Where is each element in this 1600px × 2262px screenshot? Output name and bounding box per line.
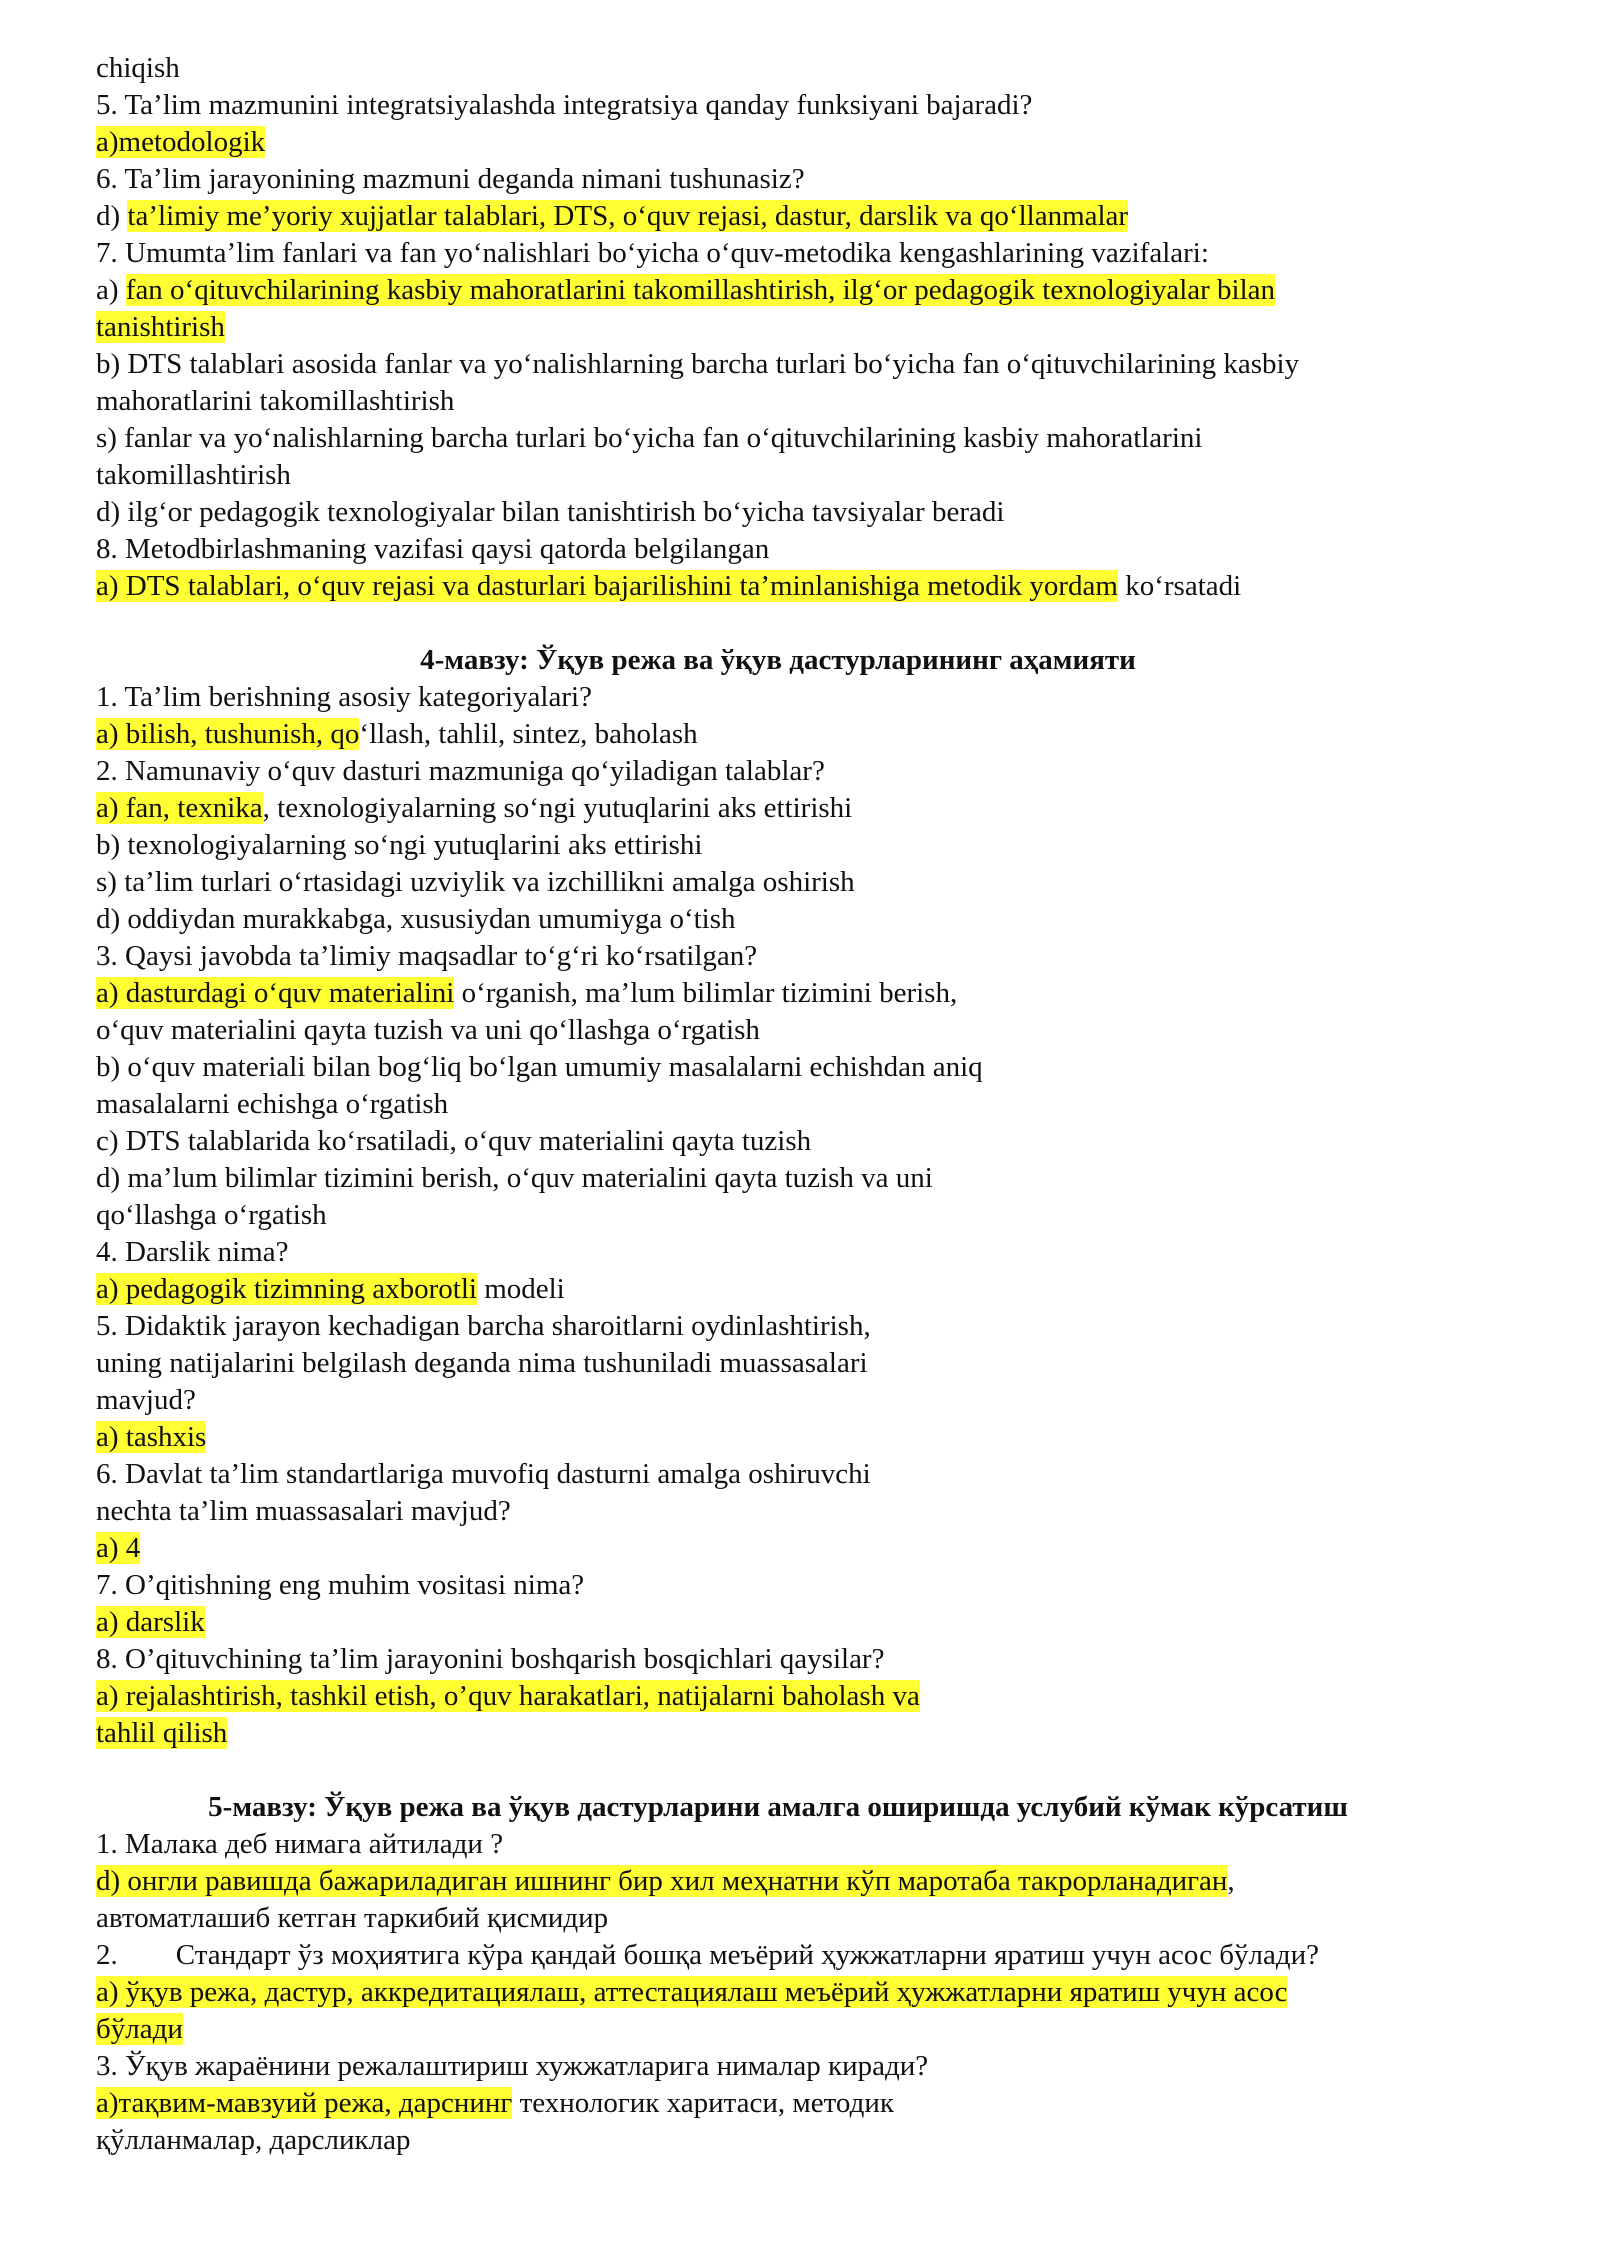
text-line [96,198,1460,235]
text-run: qo‘llashga o‘rgatish [96,1199,327,1231]
text-line [96,568,1460,605]
text-run: s) fanlar va yo‘nalishlarning barcha turlari bo‘yicha fan o‘qituvchilarining kasbiy mahoratlarini [96,422,1203,454]
highlighted-answer-text: a)metodologik [96,126,266,158]
text-run: b) texnologiyalarning so‘ngi yutuqlarini aks ettirishi [96,829,703,861]
text-run: mahoratlarini takomillashtirish [96,385,455,417]
text-run: s) ta’lim turlari o‘rtasidagi uzviylik va izchillikni amalga oshirish [96,866,855,898]
highlighted-answer-text: бўлади [96,2013,183,2045]
text-run: 3. Qaysi javobda ta’limiy maqsadlar to‘g‘ri ko‘rsatilgan? [96,940,758,972]
text-line [96,753,1460,790]
highlighted-answer-text: a) darslik [96,1606,205,1638]
text-run: masalalarni echishga o‘rgatish [96,1088,449,1120]
text-line [96,1715,1460,1752]
highlighted-answer-text: a) DTS talablari, o‘quv rejasi va dasturlari bajarilishini ta’minlanishiga metodik yordam [96,570,1118,602]
text-line [96,1567,1460,1604]
text-line [96,383,1460,420]
text-run: 8. O’qituvchining ta’lim jarayonini boshqarish bosqichlari qaysilar? [96,1643,885,1675]
text-line [96,716,1460,753]
text-run: o‘rganish, ma’lum bilimlar tizimini berish, [454,977,958,1009]
text-run: 8. Metodbirlashmaning vazifasi qaysi qatorda belgilangan [96,533,770,565]
section-heading [96,642,1460,679]
text-run: b) o‘quv materiali bilan bog‘liq bo‘lgan umumiy masalalarni echishdan aniq [96,1051,983,1083]
text-line [96,1826,1460,1863]
highlighted-answer-text: ta’limiy me’yoriy xujjatlar talablari, DTS, o‘quv rejasi, dastur, darslik va qo‘llanmalar [127,200,1129,232]
text-run: d) ilg‘or pedagogik texnologiyalar bilan tanishtirish bo‘yicha tavsiyalar beradi [96,496,1005,528]
text-line [96,457,1460,494]
text-line [96,309,1460,346]
paragraph-gap [96,605,1460,642]
section-heading [96,1789,1460,1826]
highlighted-answer-text: a) fan, texnika [96,792,263,824]
text-run: a) [96,274,126,306]
text-run: , [1227,1865,1235,1897]
text-line [96,1049,1460,1086]
text-run: технологик харитаси, методик [512,2087,894,2119]
text-line [96,1493,1460,1530]
text-line [96,679,1460,716]
text-line [96,975,1460,1012]
text-line [96,1086,1460,1123]
highlighted-answer-text: а)тақвим-мавзуий режа, дарснинг [96,2087,513,2119]
text-line [96,161,1460,198]
text-run: 3. Ўқув жараёнини режалаштириш хужжатларига нималар киради? [96,2050,929,2082]
text-line [96,827,1460,864]
text-line [96,1641,1460,1678]
highlighted-answer-text: a) dasturdagi o‘quv materialini [96,977,455,1009]
text-run: ko‘rsatadi [1117,570,1242,602]
text-line [96,1345,1460,1382]
text-run: o‘quv materialini qayta tuzish va uni qo‘llashga o‘rgatish [96,1014,760,1046]
text-line [96,346,1460,383]
text-run: uning natijalarini belgilash deganda nima tushuniladi muassasalari [96,1347,868,1379]
text-run: 7. Umumta’lim fanlari va fan yo‘nalishlari bo‘yicha o‘quv-metodika kengashlarining vazifalari: [96,237,1209,269]
text-line [96,272,1460,309]
text-run: takomillashtirish [96,459,291,491]
text-line [96,2085,1460,2122]
text-line [96,1863,1460,1900]
highlighted-answer-text: d) онгли равишда бажариладиган ишнинг бир хил меҳнатни кўп маротаба такрорланадиган [96,1865,1228,1897]
text-line [96,235,1460,272]
text-run: 5. Ta’lim mazmunini integratsiyalashda integratsiya qanday funksiyani bajaradi? [96,89,1033,121]
text-line [96,2011,1460,2048]
highlighted-answer-text: tahlil qilish [96,1717,228,1749]
text-run: 6. Ta’lim jarayonining mazmuni deganda nimani tushunasiz? [96,163,805,195]
text-run: 1. Ta’lim berishning asosiy kategoriyalari? [96,681,592,713]
text-run: 5. Didaktik jarayon kechadigan barcha sharoitlarni oydinlashtirish, [96,1310,871,1342]
text-line [96,87,1460,124]
highlighted-answer-text: а) ўқув режа, дастур, аккредитациялаш, аттестациялаш меъёрий ҳужжатларни яратиш учун асос [96,1976,1288,2008]
text-line [96,494,1460,531]
text-run: b) DTS talablari asosida fanlar va yo‘nalishlarning barcha turlari bo‘yicha fan o‘qituvchilarining kasbiy [96,348,1300,380]
text-line [96,938,1460,975]
text-line [96,420,1460,457]
text-line [96,1678,1460,1715]
text-line [96,1160,1460,1197]
text-line [96,864,1460,901]
text-line [96,1974,1460,2011]
highlighted-answer-text: fan o‘qituvchilarining kasbiy mahoratlarini takomillashtirish, ilg‘or pedagogik texnologiyalar bilan [125,274,1276,306]
text-line [96,1123,1460,1160]
highlighted-answer-text: a) tashxis [96,1421,207,1453]
text-run: , texnologiyalarning so‘ngi yutuqlarini aks ettirishi [262,792,853,824]
text-line [96,790,1460,827]
text-run: c) DTS talablarida ko‘rsatiladi, o‘quv materialini qayta tuzish [96,1125,812,1157]
text-run: 2. Стандарт ўз моҳиятига кўра қандай бошқа меъёрий ҳужжатларни яратиш учун асос бўлади? [96,1939,1319,1971]
text-line [96,1271,1460,1308]
text-run: 6. Davlat ta’lim standartlariga muvofiq dasturni amalga oshiruvchi [96,1458,871,1490]
text-line [96,1604,1460,1641]
highlighted-answer-text: a) bilish, tushunish, qo [96,718,360,750]
text-line [96,1197,1460,1234]
text-run: 5-мавзу: Ўқув режа ва ўқув дастурларини амалга оширишда услубий кўмак кўрсатиш [208,1791,1348,1823]
text-run: nechta ta’lim muassasalari mavjud? [96,1495,511,1527]
text-run: автоматлашиб кетган таркибий қисмидир [96,1902,609,1934]
text-run: ‘llash, tahlil, sintez, baholash [359,718,698,750]
text-run: қўлланмалар, дарсликлар [96,2124,411,2156]
text-line [96,124,1460,161]
text-line [96,1012,1460,1049]
text-run: mavjud? [96,1384,196,1416]
text-line [96,1900,1460,1937]
text-run: 4-мавзу: Ўқув режа ва ўқув дастурларининг аҳамияти [420,644,1136,676]
text-line [96,1530,1460,1567]
text-line [96,1419,1460,1456]
text-run: 2. Namunaviy o‘quv dasturi mazmuniga qo‘yiladigan talablar? [96,755,825,787]
text-run: d) oddiydan murakkabga, xususiydan umumiyga o‘tish [96,903,736,935]
text-run: 7. O’qitishning eng muhim vositasi nima? [96,1569,585,1601]
text-run: 4. Darslik nima? [96,1236,289,1268]
text-run: modeli [476,1273,565,1305]
text-line [96,1937,1460,1974]
text-line [96,531,1460,568]
highlighted-answer-text: a) 4 [96,1532,141,1564]
highlighted-answer-text: a) rejalashtirish, tashkil etish, o’quv harakatlari, natijalarni baholash va [96,1680,920,1712]
text-line [96,1382,1460,1419]
text-line [96,901,1460,938]
text-line [96,1308,1460,1345]
highlighted-answer-text: tanishtirish [96,311,225,343]
text-run: chiqish [96,52,180,84]
paragraph-gap [96,1752,1460,1789]
text-run: 1. Малака деб нимага айтилади ? [96,1828,504,1860]
text-run: d) [96,200,128,232]
text-line [96,1234,1460,1271]
text-line [96,2048,1460,2085]
highlighted-answer-text: a) pedagogik tizimning axborotli [96,1273,477,1305]
text-run: d) ma’lum bilimlar tizimini berish, o‘quv materialini qayta tuzish va uni [96,1162,933,1194]
text-line [96,1456,1460,1493]
text-line [96,50,1460,87]
text-line [96,2122,1460,2159]
